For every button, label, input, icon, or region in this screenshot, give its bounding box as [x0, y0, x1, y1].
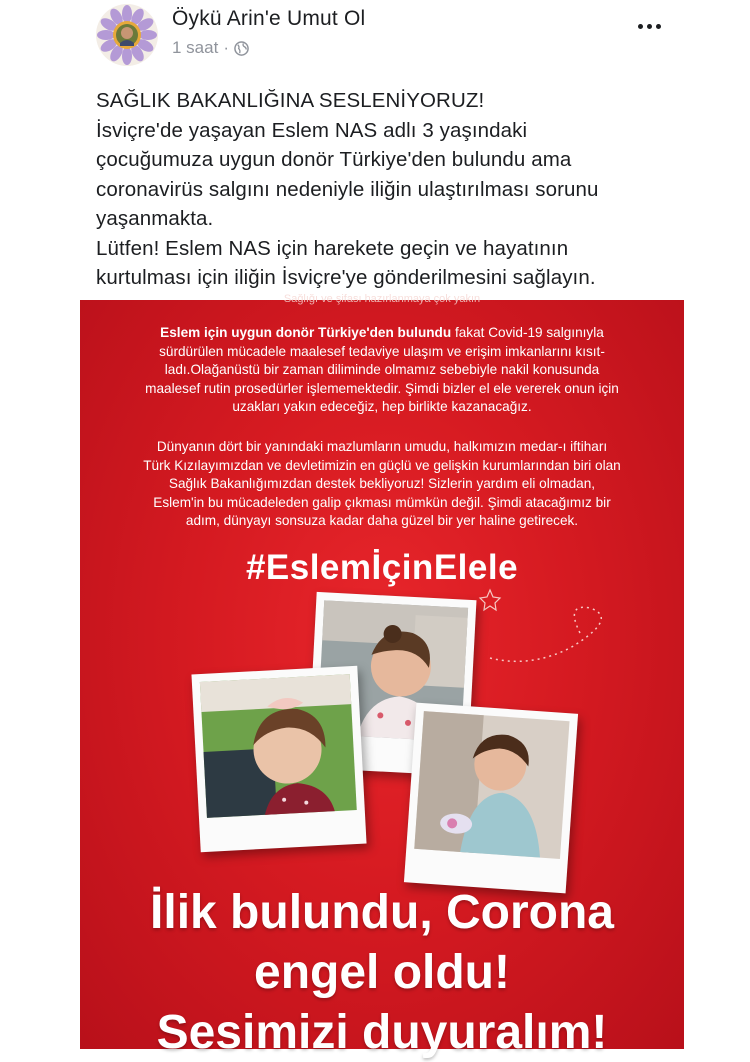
headline-line-1: İlik bulundu, Corona: [150, 886, 614, 939]
child-photo-icon: [414, 711, 569, 859]
ellipsis-dot-icon: [656, 24, 661, 29]
post-text-line: yaşanmakta.: [96, 207, 214, 230]
post-text-line: İsviçre'de yaşayan Eslem NAS adlı 3 yaşındaki: [96, 118, 528, 142]
image-paragraph-line: Dünyanın dört bir yanındaki mazlumların umudu, halkımızın medar-ı iftiharı: [156, 439, 608, 454]
image-paragraph-line: fakat Covid-19 salgınıyla: [451, 325, 604, 340]
avatar[interactable]: [96, 4, 158, 66]
image-paragraph-line: maalesef rutin prosedürler işlememektedir. Şimdi bizler el ele vererek onun için: [145, 380, 619, 396]
headline-line-3: Sesimizi duyuralım!: [156, 1006, 608, 1059]
image-paragraph-line: adım, dünyayı sonsuza kadar daha güzel bir yer haline getirecek.: [185, 513, 579, 529]
post-text-line: SAĞLIK BAKANLIĞINA SESLENİYORUZ!: [96, 89, 485, 112]
photo-child-2: [191, 666, 366, 852]
author-name[interactable]: Öykü Arin'e Umut Ol: [172, 7, 366, 30]
post-meta: [172, 38, 249, 58]
decorative-swirl-icon: [470, 578, 670, 688]
post-time[interactable]: 1 saat: [172, 38, 219, 57]
post-header: [0, 0, 750, 78]
image-top-cut-text: Sağlığı ve şifası hazırlanmaya çok yakın: [283, 293, 481, 305]
image-paragraph-bold: Eslem için uygun donör Türkiye'den bulundu: [160, 325, 452, 340]
post-text-line: kurtulması için iliğin İsviçre'ye gönderilmesini sağlayın.: [96, 266, 596, 289]
ellipsis-dot-icon: [638, 24, 643, 29]
image-paragraph-line: uzakları yakın edeceğiz, hep birlikte kazanacağız.: [232, 399, 532, 415]
more-options-button[interactable]: [632, 14, 666, 38]
hashtag: #EslemİçinElele: [245, 548, 519, 587]
post-text-line: çocuğumuza uygun donör Türkiye'den bulundu ama: [96, 148, 572, 171]
photo-image: [414, 711, 569, 859]
image-paragraph-line: Sağlık Bakanlığımızdan destek bekliyoruz! Sizlerin yardım eli olmadan,: [168, 476, 596, 492]
image-paragraph-2: [94, 438, 670, 531]
child-photo-icon: [200, 674, 357, 818]
image-paragraph-line: Türk Kızılayımızdan ve devletimizin en güçlü ve gelişkin kurumlarından biri olan: [143, 457, 621, 473]
globe-icon[interactable]: [234, 41, 249, 56]
photo-image: [200, 674, 357, 818]
image-paragraph-1: [94, 324, 670, 417]
post-image[interactable]: [80, 293, 684, 1059]
image-paragraph-line: ladı.Olağanüstü bir zaman diliminde olmamız sebebiyle nakil konusunda: [164, 362, 600, 378]
meta-separator: ·: [223, 38, 229, 57]
post-text-line: coronavirüs salgını nedeniyle iliğin ulaştırılması sorunu: [96, 177, 599, 201]
avatar-flower-icon: [96, 4, 158, 66]
photo-child-3: [404, 703, 578, 894]
image-paragraph-line: Eslem'in bu mücadeleden galip çıkması mümkün değil. Şimdi atacağımız bir: [153, 494, 611, 510]
headline-line-2: engel oldu!: [254, 946, 510, 999]
post-text: [96, 86, 696, 293]
post-text-line: Lütfen! Eslem NAS için harekete geçin ve hayatının: [96, 236, 569, 260]
image-paragraph-line: sürdürülen mücadele maalesef tedaviye ulaşım ve erişim imkanlarını kısıt-: [159, 343, 605, 359]
ellipsis-dot-icon: [647, 24, 652, 29]
